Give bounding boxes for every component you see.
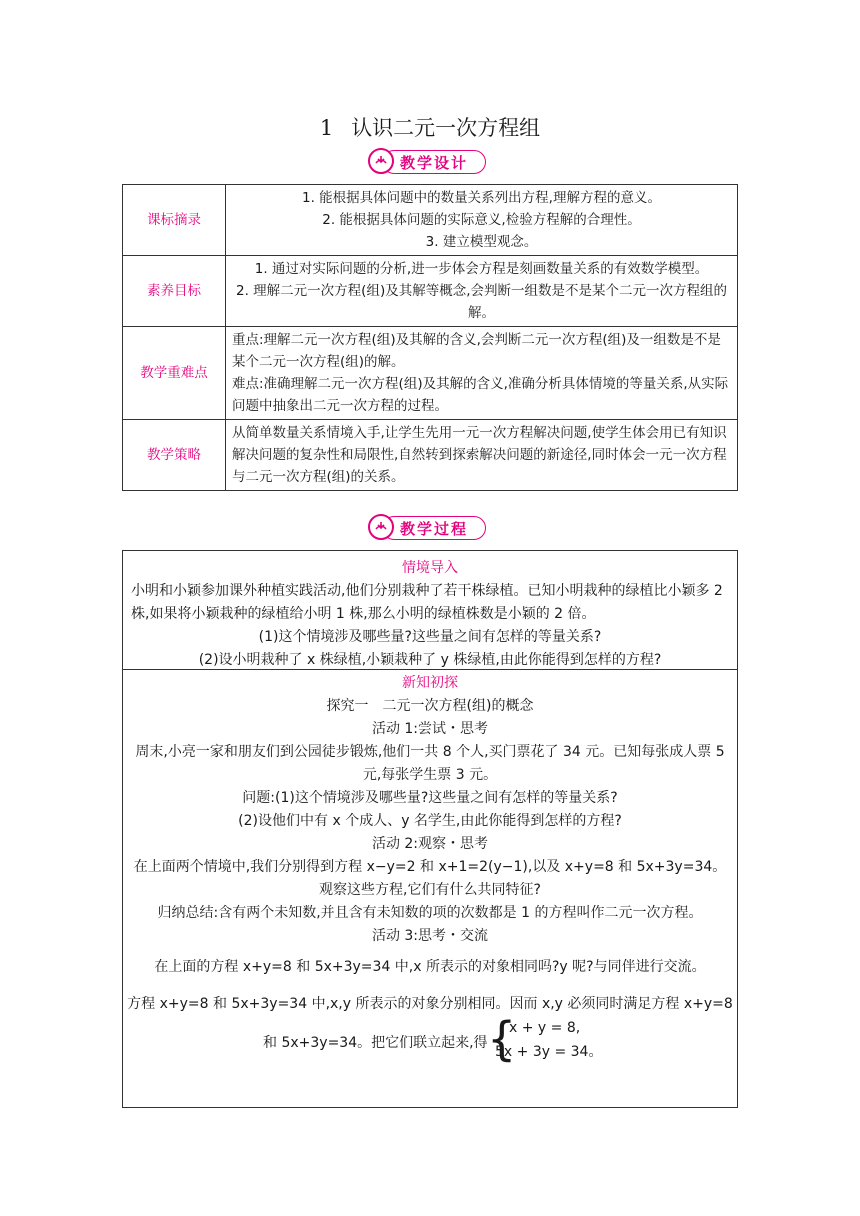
hand-icon [373, 153, 389, 169]
badge-label: 教学过程 [400, 520, 469, 538]
text-line: 重点:理解二元一次方程(组)及其解的含义,会判断二元一次方程(组)及一组数是不是某个二元一次方程(组)的解。 [232, 332, 721, 370]
question: (1)这个情境涉及哪些量?这些量之间有怎样的等量关系? [258, 629, 602, 645]
activity-heading: 活动 1:尝试・思考 [371, 721, 489, 737]
activity-heading: 活动 2:观察・思考 [371, 836, 489, 852]
section-heading: 情境导入 [402, 560, 458, 576]
row-body [226, 327, 738, 420]
summary: 归纳总结:含有两个未知数,并且含有未知数的项的次数都是 1 的方程叫作二元一次方程。 [157, 905, 703, 921]
design-table [122, 184, 738, 491]
new-knowledge-section [123, 672, 737, 1068]
intro-section [123, 551, 737, 670]
paragraph: 小明和小颖参加课外种植实践活动,他们分别栽种了若干株绿植。已知小明栽种的绿植比小颖多 2 株,如果将小颖栽种的绿植给小明 1 株,那么小明的绿植株数是小颖的 2 倍。 [131, 583, 723, 622]
text-line: 2. 理解二元一次方程(组)及其解等概念,会判断一组数是不是某个二元一次方程组的解。 [236, 283, 727, 321]
equation-system [487, 1012, 603, 1066]
paragraph: 在上面的方程 x+y=8 和 5x+3y=34 中,x 所表示的对象相同吗?y 呢?与同伴进行交流。 [154, 959, 706, 975]
row-body [226, 185, 738, 256]
question: (2)设他们中有 x 个成人、y 名学生,由此你能得到怎样的方程? [238, 813, 622, 829]
row-head: 课标摘录 [123, 185, 226, 256]
title-number: 1 [319, 116, 334, 140]
question: 问题:(1)这个情境涉及哪些量?这些量之间有怎样的等量关系? [242, 790, 618, 806]
paragraph: 周末,小亮一家和朋友们到公园徒步锻炼,他们一共 8 个人,买门票花了 34 元。已知每张成人票 5 元,每张学生票 3 元。 [135, 744, 725, 783]
text-line: 3. 建立模型观念。 [425, 234, 538, 250]
paragraph: 方程 x+y=8 和 5x+3y=34 中,x,y 所表示的对象分别相同。因而 x,y 必须同时满足方程 x+y=8 [127, 996, 733, 1012]
teaching-process-badge [368, 514, 488, 542]
explore-heading: 探究一 二元一次方程(组)的概念 [326, 698, 534, 714]
row-head: 素养目标 [123, 256, 226, 327]
equation: 5x + 3y = 34。 [495, 1044, 603, 1060]
hand-icon [373, 519, 389, 535]
question: (2)设小明栽种了 x 株绿植,小颖栽种了 y 株绿植,由此你能得到怎样的方程? [198, 652, 662, 668]
badge-label: 教学设计 [400, 154, 469, 172]
process-box [122, 550, 738, 1108]
paragraph: 和 5x+3y=34。把它们联立起来,得 [263, 1035, 488, 1051]
text-line: 从简单数量关系情境入手,让学生先用一元一次方程解决问题,使学生体会用已有知识解决问题的复杂性和局限性,自然转到探索解决问题的新途径,同时体会一元一次方程与二元一次方程(组)的关系。 [232, 425, 727, 485]
page-title [0, 112, 860, 142]
row-body [226, 420, 738, 491]
activity-heading: 活动 3:思考・交流 [371, 928, 489, 944]
row-head: 教学重难点 [123, 327, 226, 420]
title-text: 认识二元一次方程组 [351, 116, 541, 140]
row-body [226, 256, 738, 327]
brace: { [487, 1012, 517, 1066]
section-heading: 新知初探 [402, 675, 458, 691]
paragraph: 在上面两个情境中,我们分别得到方程 x−y=2 和 x+1=2(y−1),以及 x+y=8 和 5x+3y=34。观察这些方程,它们有什么共同特征? [133, 859, 727, 898]
text-line: 1. 能根据具体问题中的数量关系列出方程,理解方程的意义。 [302, 190, 661, 206]
teaching-design-badge [368, 148, 488, 176]
row-head: 教学策略 [123, 420, 226, 491]
text-line: 1. 通过对实际问题的分析,进一步体会方程是刻画数量关系的有效数学模型。 [254, 261, 709, 277]
text-line: 难点:准确理解二元一次方程(组)及其解的含义,准确分析具体情境的等量关系,从实际问题中抽象出二元一次方程的过程。 [232, 376, 729, 414]
text-line: 2. 能根据具体问题的实际意义,检验方程解的合理性。 [322, 212, 641, 228]
equation-line [123, 1012, 737, 1068]
equation: x + y = 8, [509, 1020, 581, 1036]
